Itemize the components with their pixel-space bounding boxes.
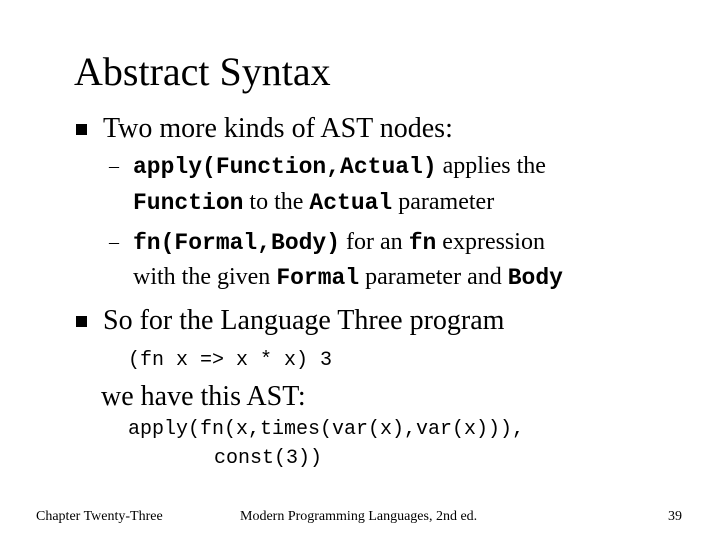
page-number: 39 bbox=[668, 509, 682, 524]
bullet-text-language-three: So for the Language Three program bbox=[103, 305, 505, 336]
text-with-the-given: with the given bbox=[133, 264, 277, 290]
footer-book-title: Modern Programming Languages, 2nd ed. bbox=[240, 509, 478, 524]
code-body: Body bbox=[507, 265, 563, 291]
code-fn-signature: fn(Formal,Body) bbox=[133, 230, 341, 256]
program-code: (fn x => x * x) 3 bbox=[128, 349, 333, 372]
text-applies-the: applies the bbox=[436, 153, 546, 179]
text-parameter: parameter bbox=[392, 189, 495, 215]
text-expression: expression bbox=[436, 229, 545, 255]
text-to-the: to the bbox=[243, 189, 310, 215]
sub-bullet-fn-line2 bbox=[133, 259, 563, 296]
square-bullet-icon bbox=[76, 124, 87, 135]
text-for-an: for an bbox=[340, 229, 409, 255]
code-actual: Actual bbox=[309, 190, 393, 216]
square-bullet-icon bbox=[76, 316, 87, 327]
dash-bullet-icon: – bbox=[109, 155, 119, 177]
text-parameter-and: parameter and bbox=[359, 264, 508, 290]
slide-title: Abstract Syntax bbox=[74, 49, 331, 94]
dash-bullet-icon: – bbox=[109, 231, 119, 253]
we-have-ast-text: we have this AST: bbox=[101, 381, 306, 412]
bullet-text-ast-nodes: Two more kinds of AST nodes: bbox=[103, 113, 453, 144]
footer-chapter: Chapter Twenty-Three bbox=[36, 509, 163, 524]
code-function: Function bbox=[133, 190, 244, 216]
code-fn: fn bbox=[408, 230, 437, 256]
code-apply-signature: apply(Function,Actual) bbox=[133, 154, 437, 180]
sub-bullet-apply-line2 bbox=[133, 184, 494, 221]
ast-code-line1: apply(fn(x,times(var(x),var(x))), bbox=[128, 418, 525, 441]
ast-code-line2: const(3)) bbox=[214, 447, 323, 470]
sub-bullet-apply-line1 bbox=[133, 148, 546, 185]
code-formal: Formal bbox=[276, 265, 360, 291]
sub-bullet-fn-line1 bbox=[133, 224, 545, 261]
